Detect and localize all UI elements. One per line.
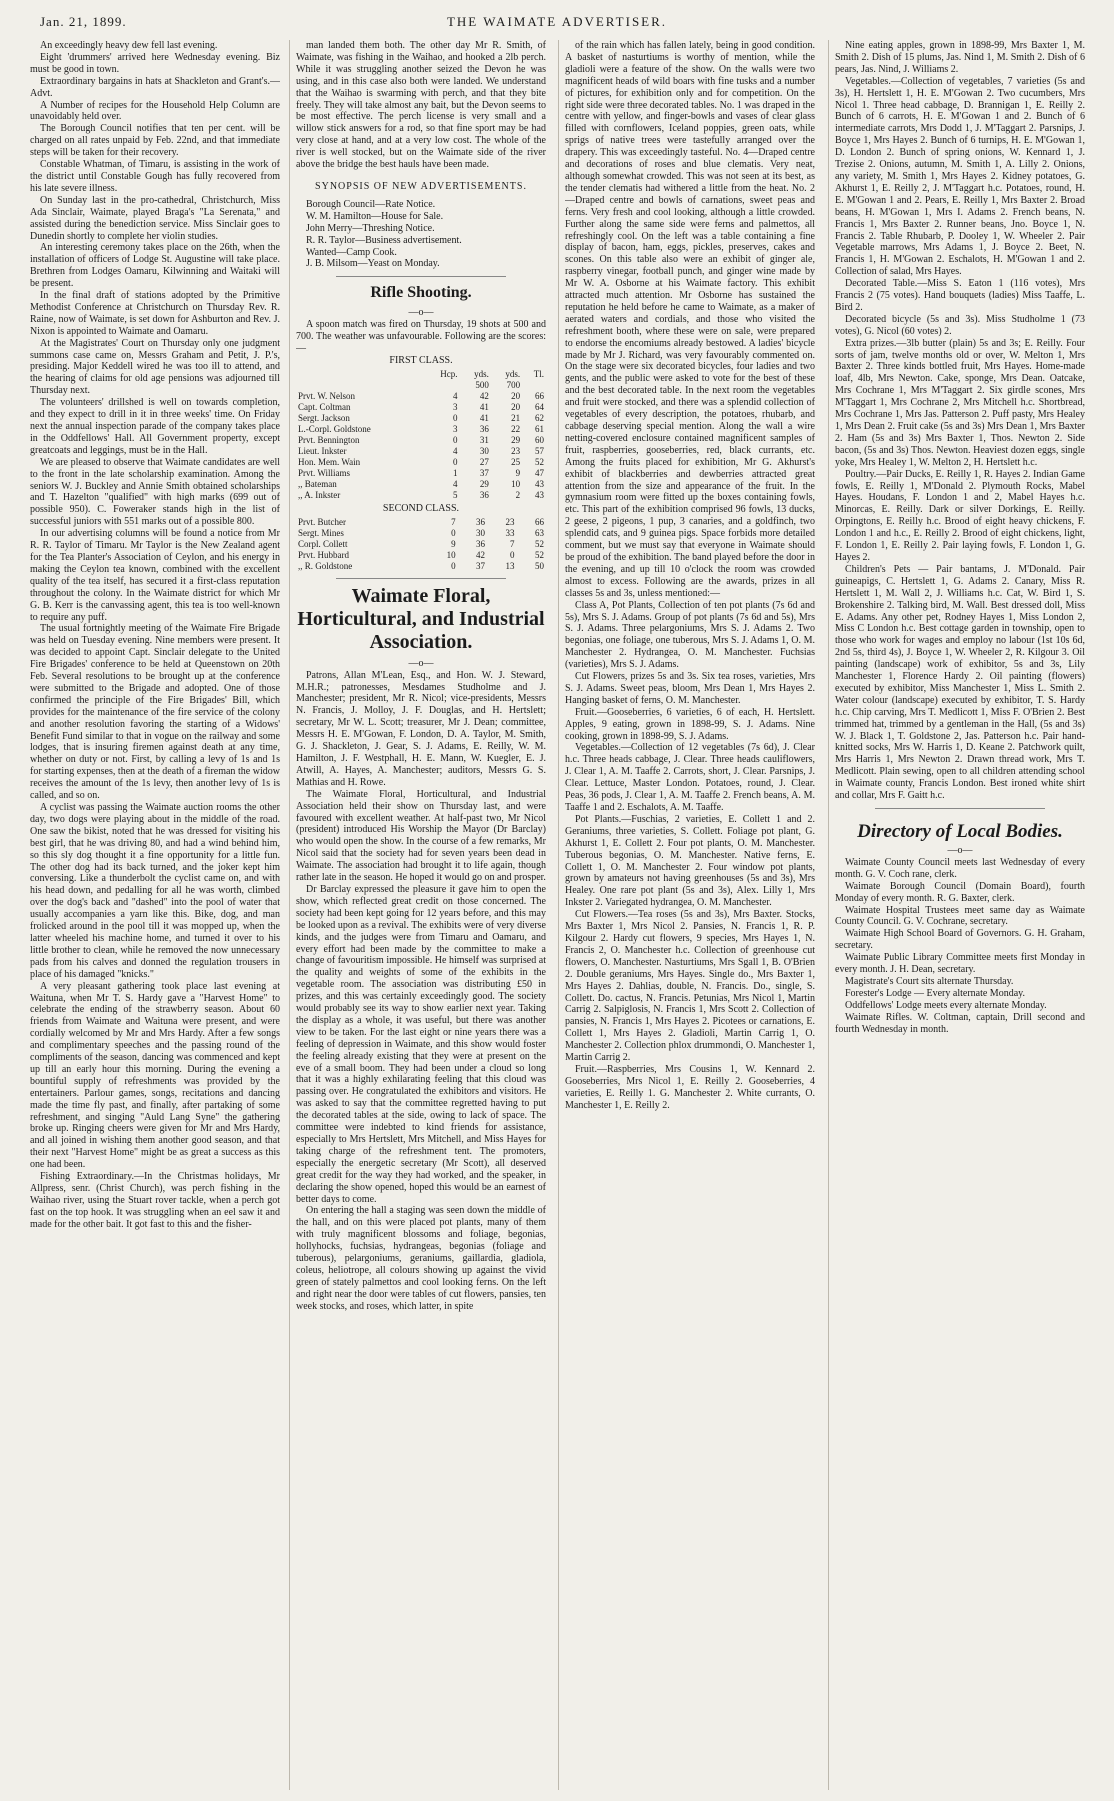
news-paragraph: Fishing Extraordinary.—In the Christmas holidays, Mr Allpress, senr. (Christ Church), was perch fishing in the Waihao river, using the Stuart rover tackle, when a perch got fast on the top hook. It was struggling when an eel saw it and made for the other bait. It got fast to this and the fisher-	[30, 1171, 280, 1230]
score-cell: 4	[453, 445, 458, 456]
shooter-name: Sergt. Jackson	[298, 412, 350, 423]
score-cell: 20	[511, 390, 521, 401]
table-header-row	[296, 369, 546, 380]
show-report	[296, 670, 546, 1313]
awards-paragraph: Pot Plants.—Fuschias, 2 varieties, E. Collett 1 and 2. Geraniums, three varieties, S. Collett. Foliage pot plant, G. Akhurst 1, E. Collett 2. Four pot plants, O. M. Manchester. Tuberous begonias, O. M. Manchester. Native ferns, E. Collett 1, O. M. Manchester 2. Four window pot plants, grown by amateurs not having greenhouses (5s and 3s), Mrs Healey. One rare pot plant (5s and 3s), Alex. Lilly 1, Mrs Inkster 2. Variegated hydrangea, O. M. Manchester.	[565, 813, 815, 909]
score-row	[296, 402, 546, 413]
score-row	[296, 517, 546, 528]
score-row	[296, 479, 546, 490]
score-cell: 36	[479, 489, 489, 500]
score-row	[296, 413, 546, 424]
awards-paragraph: of the rain which has fallen lately, being in good condition. A basket of nasturtiums is worthy of mention, while the gladioli were a feature of the show. On the walls were two magnificent heads of wild boars with fine tusks and a number of pictures, for exhibition only and for competition. On the right side were three decorated tables. No. 1 was draped in the centre with yellow, and finger-bowls and vases of clear glass filled with cornflowers, Iceland poppies, green oats, while sprigs of native trees were tastefully arranged over the drapery. This was exceedingly tasteful. No. 4—Draped centre and decorations of roses and blue clematis. Very neat, although somewhat crowded. This was not seen at its best, as the tender clematis had withered a little from the heat. No. 2—Draped centre and bowls of carnations, sweet peas and ferns. Very fresh and cool looking, although a little crowded. Further along the same side were ferns and palmettos, all refreshingly cool. On the left was a table containing a fine display of bacon, ham, eggs, pickles, preserves, cakes and scones. On this table also were an exhibit of ginger ale, raspberry vinegar, football punch, and ginger wine made by Mr W. A. Osborne at his Waimate factory. This exhibit attracted much attention. Mr Osborne has sustained the reputation he held before he came to Waimate, as a maker of aerated waters and cordials, and those who visited the refreshment booth, where these were on sale, were prepared to endorse the encomiums already bestowed. A ladies' bicycle made by Mr J. Richard, was very favourably commented on. On the stage were six decorated bicycles, four ladies and two gents, and the public were asked to vote for the best of these and the best decorated table. In the next room the vegetables and fruit were stocked, and there was a splendid collection of vegetables of every description, the potatoes, rhubarb, and cabbage deserving special mention. Along the wall a wire netting-covered enclosure contained magnificent samples of fruit, raspberries, gooseberries, red, black currants, etc. Among the fruits placed for exhibition, Mr G. Akhurst's exhibit of blackberries and dewberries attracted great attention from the size and appearance of the fruit. In the gymnasium room were fitted up the boxes containing fowls, etc. This part of the exhibition comprised 96 fowls, 13 ducks, 2 geese, 2 pigeons, 1 pup, 3 canaries, and a goldfinch, two splendid cats, and 9 guinea pigs. Space forbids more detailed comment, but we must say that everyone in Waimate should be proud of the exhibition. The band played before the door in the evening, and up till 10 o'clock the room was crowded almost to excess. Following are the awards, prizes in all classes 5s and 3s, unless mentioned:—	[565, 40, 815, 599]
column-divider	[289, 40, 290, 1790]
column-divider	[828, 40, 829, 1790]
score-cell: 57	[535, 445, 544, 456]
directory-divider: —o—	[947, 845, 973, 856]
score-cell: 61	[535, 423, 544, 434]
score-cell: 47	[535, 467, 544, 478]
column-three	[565, 40, 815, 1790]
synopsis-item: Borough Council—Rate Notice.	[306, 198, 436, 210]
score-cell: 7	[510, 538, 515, 549]
score-cell: 23	[511, 445, 521, 456]
score-cell: 0	[451, 560, 456, 571]
second-class-table	[296, 517, 546, 572]
column-subheader	[522, 380, 546, 391]
shooter-name: ,, A. Inkster	[298, 489, 341, 500]
directory-entry: Waimate Borough Council (Domain Board), fourth Monday of every month. R. G. Baxter, clerk.	[835, 880, 1085, 904]
show-paragraph: Patrons, Allan M'Lean, Esq., and Hon. W. J. Steward, M.H.R.; patronesses, Mesdames Studholme and J. Manchester; president, Mr R. Nicol; vice-presidents, Messrs N. Francis, J. Molloy, J. F. Douglas, and H. Hertslett; secretary, Mr W. L. Scott; treasurer, Mr J. Dean; committee, Messrs H. E. M'Gowan, F. London, D. A. Taylor, M. Smith, G. J. Shackleton, J. Gear, S. J. Adams, E. Reilly, W. M. Hamilton, J. F. Westphall, H. E. Mann, W. Kuegler, E. J. Atwill, A. Hayes, A. Manchester; auditors, Messrs G. S. Mathias and H. Rowe.	[296, 669, 546, 788]
news-paragraph: The usual fortnightly meeting of the Waimate Fire Brigade was held on Tuesday evening. Nine members were present. It was decided to appoint Capt. Sinclair delegate to the United Fire Brigades' conference to be held at Queenstown on 20th Feb. Several resolutions to be brought up at the conference were submitted to the Brigade and adopted. One of those confirmed the principle of the Fire Brigades' Bill, which provides for the maintenance of the fire service of the colony and another resolution favoring the starting of a Widows' Benefit Fund similar to that in vogue on the railway and some lodges, that is insuring firemen against death at any time, whether on duty or not. First, by calling a levy of 1s and 1s for starting expenses, then at the death of a fireman the widow receives the amount of the 1s levy, then another levy of 1s is called, and so on.	[30, 623, 280, 802]
score-cell: 43	[535, 478, 544, 489]
awards-paragraph: Fruit.—Raspberries, Mrs Cousins 1, W. Kennard 2. Gooseberries, Mrs Nicol 1, E. Reilly 2. Gooseberries, 4 varieties, E. Reilly 1. G. Manchester 2. White currants, O. Manchester 1, E. Reilly 2.	[565, 1063, 815, 1111]
score-cell: 4	[453, 390, 458, 401]
score-cell: 9	[451, 538, 456, 549]
score-cell: 3	[453, 423, 458, 434]
news-paragraph: A cyclist was passing the Waimate auction rooms the other day, two dogs were playing about in the middle of the road. One saw the bikist, noted that he was dressed for visiting his best girl, that he was driving 80, and had a wind behind him, so this sly dog thought it a fine opportunity for a little fun. The other dog had its back turned, and the joker kept him conversing. Like a thunderbolt the cyclist came on, and with his head down, and pedalling for all he was worth, climbed over the dog's back and "dashed" into the pool of water that usually accompanies a yarn like this. Bike, dog, and man frolicked around in the pool till it was mopped up, when the latter wheeled his machine home, and turned it over to his little brother to clean, while he removed the now unnecessary pads from his calves and donned the regulation trousers in place of his damaged "knicks."	[30, 802, 280, 980]
score-cell: 1	[453, 467, 458, 478]
score-cell: 3	[453, 401, 458, 412]
first-class-heading: FIRST CLASS.	[389, 354, 453, 366]
score-cell: 2	[515, 489, 521, 500]
news-paragraph: Eight 'drummers' arrived here Wednesday evening. Biz must be good in town.	[30, 51, 280, 75]
column-divider	[558, 40, 559, 1790]
column-header: Tl.	[533, 368, 544, 379]
news-paragraph: At the Magistrates' Court on Thursday only one judgment summons case came on, Messrs Graham and Petit, J. P.'s, presiding. Major Keddell wired he was too ill to attend, and the hearing of claims for old age pensions was adjourned till Thursday next.	[30, 337, 280, 397]
show-divider: —o—	[408, 657, 434, 669]
local-news-paragraphs	[30, 40, 280, 1231]
show-paragraph: On entering the hall a staging was seen down the middle of the hall, and on this were placed pot plants, many of them with truly magnificent blossoms and foliage, begonias, hollyhocks, fuchsias, hydrangeas, begonias (foliage and tuberous), pelargoniums, geraniums, gaillardia, gladiola, coleus, heliotrope, all colours showing up against the vivid green of stately palmettos and cool looking ferns. On the left and right near the door were tables of cut flowers, pansies, ten week stocks, and roses, which latter, in spite	[296, 1205, 546, 1312]
score-cell: 0	[453, 412, 458, 423]
rifle-divider: —o—	[408, 307, 434, 319]
directory-entry: Magistrate's Court sits alternate Thursday.	[845, 975, 1014, 987]
score-cell: 7	[451, 516, 456, 527]
score-row	[296, 391, 546, 402]
news-paragraph: On Sunday last in the pro-cathedral, Christchurch, Miss Ada Sinclair, Waimate, played Braga's "La Serenata," and assisted during the benediction service. Miss Sinclair goes to Dunedin shortly to complete her violin studies.	[30, 194, 280, 242]
divider	[336, 578, 506, 579]
news-paragraph: An interesting ceremony takes place on the 26th, when the installation of officers of Lodge St. Augustine will take place. Brethren from Lodges Oamaru, Kilwinning and Waitaki will be present.	[30, 242, 280, 290]
newspaper-title: THE WAIMATE ADVERTISER.	[446, 14, 668, 29]
score-cell: 29	[511, 434, 521, 445]
fishing-continued: man landed them both. The other day Mr R. Smith, of Waimate, was fishing in the Waihao, and hooked a 2lb perch. While it was struggling another seized the Devon he was using, and in this case also both were landed. We understand that the Waihao is swarming with perch, and that they bite freely. They will take almost any bait, but the Devon seems to be most effective. The perch license is very small and a willow stick answers for a rod, so that fine sport may be had very close at hand, and at a very low cost. The whole of the river is well stocked, but on the Waimate side of the river above the bridge the best hauls have been made.	[296, 40, 546, 171]
directory-entry: Oddfellows' Lodge meets every alternate Monday.	[845, 999, 1047, 1011]
awards-paragraph: Decorated bicycle (5s and 3s). Miss Studholme 1 (73 votes), G. Nicol (60 votes) 2.	[835, 313, 1085, 337]
score-cell: 22	[511, 423, 521, 434]
column-header: yds.	[505, 368, 521, 379]
column-four	[835, 40, 1085, 1790]
shooter-name: Hon. Mem. Wain	[298, 456, 361, 467]
table-subheader-row	[296, 380, 546, 391]
news-paragraph: Constable Whatman, of Timaru, is assisting in the work of the district until Constable Gough has fully recovered from his late severe illness.	[30, 159, 280, 194]
column-local-news	[30, 40, 280, 1790]
synopsis-item: John Merry—Threshing Notice.	[306, 222, 435, 234]
score-cell: 41	[479, 412, 489, 423]
divider	[875, 808, 1045, 809]
score-row	[296, 539, 546, 550]
awards-paragraph: Poultry.—Pair Ducks, E. Reilly 1, R. Hayes 2. Indian Game fowls, E. Reilly 1, M'Donald 2. Plymouth Rocks, Mabel Hayes. Houdans, F. London 1 and 2, Mabel Hayes h.c. Minorcas, E. Reilly. Dark or silver Dorkings, E. Reilly. Orpingtons, E. Reilly h.c. Brood of eight heavy chickens, F. London 1 and h.c., E. Reilly 2. Brood of eight chickens, light, F. London 1, E. Reilly 2. Pair laying fowls, F. London 1, G. Hayes 2.	[835, 468, 1085, 563]
synopsis-heading: SYNOPSIS OF NEW ADVERTISEMENTS.	[315, 180, 527, 192]
score-row	[296, 457, 546, 468]
masthead	[40, 14, 1074, 36]
column-header: Hcp.	[440, 368, 458, 379]
score-cell: 42	[476, 549, 486, 560]
directory-entry: Waimate Rifles. W. Coltman, captain, Drill second and fourth Wednesday in month.	[835, 1011, 1085, 1035]
rifle-heading: Rifle Shooting.	[370, 284, 472, 302]
score-cell: 9	[515, 467, 521, 478]
score-cell: 63	[535, 527, 544, 538]
awards-paragraph: Vegetables.—Collection of 12 vegetables (7s 6d), J. Clear h.c. Three heads cabbage, J. Clear. Three heads cauliflowers, J. Clear 1, A. M. Taaffe 2. Carrots, short, J. Clear. Parsnips, J. Clear. Lettuce, Master London. Potatoes, round, J. Clear. Peas, 36 pods, J. Clear 1, A. M. Taaffe 2. French beans, A. M. Taaffe 1 and 2. Eschalots, A. M. Taaffe.	[565, 742, 815, 813]
score-cell: 66	[535, 516, 544, 527]
show-awards	[565, 40, 815, 1112]
score-row	[296, 550, 546, 561]
score-cell: 50	[535, 560, 544, 571]
shooter-name: Capt. Coltman	[298, 401, 351, 412]
score-cell: 41	[479, 401, 489, 412]
shooter-name: Prvt. Williams	[298, 467, 350, 478]
second-class-heading: SECOND CLASS.	[382, 502, 460, 514]
directory-entry: Waimate High School Board of Governors. G. H. Graham, secretary.	[835, 928, 1085, 952]
score-cell: 62	[535, 412, 544, 423]
score-cell: 43	[535, 489, 544, 500]
directory-entry: Waimate County Council meets last Wednesday of every month. G. V. Coch rane, clerk.	[835, 856, 1085, 880]
awards-paragraph: Cut Flowers.—Tea roses (5s and 3s), Mrs Baxter. Stocks, Mrs Baxter 1, Mrs Nicol 2. Pansies, N. Francis 1, R. P. Kilgour 2. Hardy cut flowers, 9 species, Mrs Hayes 1, N. Francis 2, O. Manchester h.c. Collection of greenhouse cut flowers, O. Manchester. Nasturtiums, Mrs Sgall 1, B. O'Brien 2. Double geraniums, Mrs Hayes. Single do., Mrs Baxter 1, Mrs Hayes 2. Dahlias, double, N. Francis. Do., single, S. Collett. Do. cactus, N. Francis. Petunias, Mrs Nicol 1, Martin Carrig 2. Salpiglosis, N. Francis 1, Mrs Scott 2. Collection of pansies, N. Francis 1, Mrs Hayes 2. Picotees or carnations, E. Collett 1, Mrs Hayes 2. Gladioli, Martin Carrig 1, O. Manchester 2. Collection phlox drummondi, O. Manchester 1, Martin Carrig 2.	[565, 909, 815, 1064]
score-cell: 36	[476, 538, 486, 549]
column-subheader: 700	[506, 379, 521, 390]
synopsis-item: W. M. Hamilton—House for Sale.	[306, 210, 444, 222]
score-cell: 0	[510, 549, 515, 560]
news-paragraph: Extraordinary bargains in hats at Shackleton and Grant's.—Advt.	[30, 75, 280, 99]
shooter-name: ,, R. Goldstone	[298, 560, 353, 571]
shooter-name: Prvt. Bennington	[298, 434, 360, 445]
shooter-name: Prvt. Hubbard	[298, 549, 349, 560]
score-cell: 13	[505, 560, 515, 571]
first-class-table	[296, 369, 546, 501]
directory-entry: Waimate Hospital Trustees meet same day as Waimate County Council. G. V. Cochrane, secretary.	[835, 904, 1085, 928]
awards-paragraph: Cut Flowers, prizes 5s and 3s. Six tea roses, varieties, Mrs S. J. Adams. Sweet peas, bloom, Mrs Dean 1, Mrs Hayes 2. Hanging basket of ferns, O. M. Manchester.	[565, 671, 815, 706]
awards-paragraph: Decorated Table.—Miss S. Eaton 1 (116 votes), Mrs Francis 2 (75 votes). Hand bouquets (ladies) Miss Taaffe, L. Bird 2.	[835, 278, 1085, 313]
news-paragraph: In the final draft of stations adopted by the Primitive Methodist Conference at Christchurch on Thursday Rev. R. Raine, now of Waimate, is set down for Ashburton and Rev. J. Nixon is appointed to Waimate and Oamaru.	[30, 290, 280, 337]
article-columns	[30, 40, 1090, 1790]
show-heading: Waimate Floral, Horticultural, and Industrial Association.	[297, 584, 545, 653]
shooter-name: Prvt. Butcher	[298, 516, 346, 527]
show-awards-continued	[835, 40, 1085, 802]
score-cell: 0	[453, 434, 458, 445]
column-header: yds.	[474, 368, 489, 379]
news-paragraph: A very pleasant gathering took place last evening at Waituna, when Mr T. S. Hardy gave a "Harvest Home" to celebrate the ending of the strawberry season. About 60 friends from Waimate and Waituna were present, and were cordially welcomed by Mr and Mrs Hardy. After a few songs and complimentary speeches and the passing round of the compliments of the season, dancing was commenced and kept up till an early hour this morning. During the evening a bountiful supply of refreshments was provided by the entertainers. Parlour games, songs, recitations and dancing made the time fly past, and finally, after partaking of some refreshment, and singing "Auld Lang Syne" the gathering broke up. Ringing cheers were given for Mr and Mrs Hardy, and all joined in wishing them another good season, and that their next "Harvest Home" might be as great a success as this one had been.	[30, 980, 280, 1171]
score-cell: 0	[453, 456, 458, 467]
column-subheader: 500	[475, 379, 489, 390]
score-cell: 37	[476, 560, 486, 571]
show-paragraph: Dr Barclay expressed the pleasure it gave him to open the show, which reflected great credit on those concerned. The society had been kept going for 12 years before, and this may be looked upon as a revival. The exhibits were of very diverse kinds, and the judges were from Timaru and Oamaru, and every effort had been made by the committee to make a change of favouritism impossible. He himself was surprised at the quality and weights of some of the exhibits in the vegetable room. The association was distributing £50 in prizes, and this was certainly exceedingly good. The society would probably see its way to show earlier next year. Taking the display as a whole, it was useful, but there was another view to be taken. For the last eight or nine years there was a feeling of depression in Waimate, and this show would foster the feeling already existing that they were at present on the eve of a small boom. They had been under a cloud so long that it was a highly exhilarating feeling that this cloud was passing over. He congratulated the exhibitors and visitors. He was asked to say that the committee regretted having to put the decorated tables at the side, owing to lack of space. The committee were indebted to kind friends for assistance, especially to Mrs Hertslett, Mrs Mitchell, and Miss Hayes for taking charge of the refreshment tent. The promoters, especially the energetic secretary (Mr Scott), all deserved great credit for the way they had worked, and the speaker, in declaring the show opened, hoped this would be an earnest of better days to come.	[296, 883, 546, 1205]
score-cell: 33	[505, 527, 515, 538]
news-paragraph: The volunteers' drillshed is well on towards completion, and they expect to drill in it in three weeks' time. On Friday next the annual inspection parade of the company takes place in the Oddfellows' Hall. All Government property, except greatcoats and leggings, must be in the Hall.	[30, 397, 280, 456]
score-cell: 60	[535, 434, 544, 445]
awards-paragraph: Nine eating apples, grown in 1898-99, Mrs Baxter 1, M. Smith 2. Dish of 15 plums, Jas. Nind 1, M. Smith 2. Dish of 6 pears, Jas. Nind, J. Williams 2.	[835, 40, 1085, 75]
shooter-name: Lieut. Inkster	[298, 445, 347, 456]
show-paragraph: The Waimate Floral, Horticultural, and Industrial Association held their show on Thursday last, and were favoured with excellent weather. At half-past two, Mr Nicol (president) introduced His Worship the Mayor (Dr Barclay) who would open the show. In the course of a few remarks, Mr Nicol said that the society had for seven years been dead in Waimate. The association had brought it to life again, though rather late in the season. He hoped it would go on and prosper.	[296, 788, 546, 884]
awards-paragraph: Fruit.—Gooseberries, 6 varieties, 6 of each, H. Hertslett. Apples, 9 eating, grown in 1898-99, S. J. Adams. Nine cooking, grown in 1898-99, S. J. Adams.	[565, 706, 815, 742]
score-cell: 4	[453, 478, 458, 489]
score-cell: 20	[511, 401, 521, 412]
awards-paragraph: Children's Pets — Pair bantams, J. M'Donald. Pair guineapigs, C. Hertslett 1, G. Adams 2. Canary, Miss R. Hertslett 1, M. Wall 2, J. Williams h.c. Cat, W. Bird 1, S. Brokenshire 2. Talking bird, M. Wall. Best dressed doll, Miss E. Adams. Any other pet, Rodney Hayes 1, Miss London 2, Miss C London h.c. Best cottage garden in township, open to those who work for wages and employ no labour (1st 10s 6d, 2nd 5s, third 4s), J. Boyce 1, W. Wheeler 2, R. Kilgour 3. Oil painting (landscape) work of exhibitor, 5s and 3s, Lily Manchester 1, Florence Hardy 2. Oil painting (flowers) executed by exhibitor, Miss Manchester 1, Miss L. Smith 2. Water colour (landscape) executed by exhibitor, T. S. Hardy h.c. Chip carving, Mrs T. Medlicott 1, Miss F. O'Brien 2. Best trimmed hat, trimmed by a gentleman in the Hall, (5s and 3s) W. J. Black 1, T. Goldstone 2, Jas. Patterson h.c. Pair hand-knitted socks, Mrs W. Harris 1, D. Keane 2. Patchwork quilt, Mrs Harris 1, Mrs Newton 2. Drawn thread work, Mrs T. Medlicott. Plain sewing, open to all children attending school in Waimate county, Francis London. Best ironed white shirt and collar, Mrs F. Gaitt h.c.	[835, 563, 1085, 802]
score-cell: 23	[505, 516, 515, 527]
score-cell: 29	[479, 478, 489, 489]
score-cell: 0	[451, 527, 456, 538]
shooter-name: Prvt. W. Nelson	[298, 390, 356, 401]
score-cell: 5	[453, 489, 458, 500]
score-cell: 10	[446, 549, 456, 560]
score-cell: 64	[535, 401, 544, 412]
news-paragraph: An exceedingly heavy dew fell last evening.	[40, 40, 218, 51]
score-cell: 30	[476, 527, 486, 538]
score-row	[296, 435, 546, 446]
directory-entry: Waimate Public Library Committee meets first Monday in every month. J. H. Dean, secretary.	[835, 952, 1085, 976]
score-cell: 37	[479, 467, 489, 478]
shooter-name: Corpl. Collett	[298, 538, 348, 549]
column-subheader	[424, 380, 459, 391]
score-cell: 27	[479, 456, 489, 467]
score-cell: 52	[535, 456, 544, 467]
score-cell: 52	[535, 538, 544, 549]
news-paragraph: The Borough Council notifies that ten per cent. will be charged on all rates unpaid by Feb. 22nd, and that immediate steps will be taken for their recovery.	[30, 123, 280, 159]
synopsis-item: Wanted—Camp Cook.	[306, 246, 397, 258]
news-paragraph: We are pleased to observe that Waimate candidates are well to the front in the late scholarship examination. Among the seniors W. J. Buckley and Annie Smith obtained scholarships and T. Hazelton "qualified" with high marks (699 out of possible 950). C. Foweraker stands high in the list of successful juniors with 551 marks out of a possible 800.	[30, 456, 280, 528]
score-cell: 25	[511, 456, 521, 467]
score-row	[296, 424, 546, 435]
directory-entry: Forester's Lodge — Every alternate Monday.	[845, 987, 1025, 999]
shooter-name: L.-Corpl. Goldstone	[298, 423, 371, 434]
rifle-intro: A spoon match was fired on Thursday, 19 shots at 500 and 700. The weather was unfavourable. Following are the scores:—	[296, 319, 546, 355]
score-cell: 36	[479, 423, 489, 434]
synopsis-item: R. R. Taylor—Business advertisement.	[306, 234, 462, 246]
score-row	[296, 446, 546, 457]
directory-heading: Directory of Local Bodies.	[857, 821, 1063, 842]
synopsis-list	[296, 199, 546, 270]
score-cell: 10	[511, 478, 521, 489]
column-two	[296, 40, 546, 1790]
score-cell: 66	[535, 390, 544, 401]
score-cell: 42	[479, 390, 489, 401]
score-row	[296, 490, 546, 501]
score-cell: 52	[535, 549, 544, 560]
awards-paragraph: Vegetables.—Collection of vegetables, 7 varieties (5s and 3s), H. Hertslett 1, H. E. M'Gowan 2. Two cucumbers, Mrs Nicol 1. Three head cabbage, D. Brannigan 1, E. Reilly 2. Bunch of 6 carrots, H. E. M'Gowan 1 and 2. Bunch of 6 intermediate carrots, Mrs Dodd 1, J. M'Taggart 2. Parsnips, J. Boyce 1, Mrs Hayes 2. Bunch of 6 turnips, H. E. M'Gowan 1, D. London 2. Bunch of spring onions, W. Kennard 1, J. Trezise 2. Onions, autumn, M. Smith 1, A. Lilly 2. Onions, any variety, M. Smith 1, Mrs Hayes 2. Kidney potatoes, G. Akhurst 1, E. Reilly 2, J. M'Taggart h.c. Potatoes, round, H. E. M'Gowan 1 and 2. Pears, E. Reilly 1, Mrs Baxter 2. Broad beans, H. M'Gowan 1, Mrs I. Adams 2. French beans, N. Francis 1, Mrs Baxter 2. Runner beans, Jno. Boyce 1, N. Francis 2. Table Rhubarb, P. Dooley 1, W. Wheeler 2. Pair Vegetable marrows, Mrs Adams 1, J. Boyce 2. Beet, N. Francis 1, H. M'Gowan 2. Eschalots, H. M'Gowan 1 and 2. Collection of salad, Mrs Hayes.	[835, 75, 1085, 278]
awards-paragraph: Extra prizes.—3lb butter (plain) 5s and 3s; E. Reilly. Four sorts of jam, twelve months old or over, W. Melton 1, Mrs Baxter 2. Three kinds bottled fruit, Mrs Hayes. Home-made loaf, 4lb, Mrs Newton. Cake, sponge, Mrs Dean. Oatcake, Mrs Cochrane 1, Mrs M'Taggart 2. Six girdle scones, Mrs M'Taggart 1, Mrs Cochrane 2, Mrs Mitchell h.c. Shortbread, Mrs Cochrane 1, Mrs Jas. Patterson 2. Puff pasty, Mrs Healey 1, Mrs Dean 2. Fruit cake (5s and 3s) Mrs Dean 1, Mrs Baxter 2. Ham (5s and 3s) Mrs Baxter 1, Thos. Newton 2. Side bacon, (5s and 3s) Thos. Newton. Heaviest dozen eggs, single yoke, Mrs Healey 1, W. Melton 2, H. Hertslett h.c.	[835, 337, 1085, 468]
score-cell: 36	[476, 516, 486, 527]
shooter-name: ,, Bateman	[298, 478, 337, 489]
news-paragraph: In our advertising columns will be found a notice from Mr R. R. Taylor of Timaru. Mr Taylor is the New Zealand agent for the Tea Planter's Association of Ceylon, and his energy in making the Ceylon tea known, combined with the excellent quality of the tea itself, has secured it a first-class reputation throughout the colony. In the Waimate district for which Mr G. B. Kerr is the canvassing agent, this tea is too well-known to require any puff.	[30, 528, 280, 623]
score-row	[296, 561, 546, 572]
score-cell: 31	[479, 434, 489, 445]
divider	[336, 276, 506, 277]
synopsis-item: J. B. Milsom—Yeast on Monday.	[306, 258, 440, 270]
news-paragraph: A Number of recipes for the Household Help Column are unavoidably held over.	[30, 99, 280, 123]
awards-paragraph: Class A, Pot Plants, Collection of ten pot plants (7s 6d and 5s), Mrs S. J. Adams. Group of pot plants (7s 6d and 5s), Mrs S. J. Adams. Three pelargoniums, Mrs S. J. Adams 2. Two begonias, one foliage, one tuberous, Mrs S. J. Adams 1, O. M. Manchester 2. Hydrangea, O. M. Manchester. Fuchsias (varieties), Mrs S. J. Adams.	[565, 599, 815, 671]
score-row	[296, 528, 546, 539]
issue-date: Jan. 21, 1899.	[40, 14, 127, 29]
score-cell: 21	[511, 412, 521, 423]
score-row	[296, 468, 546, 479]
directory-list	[835, 857, 1085, 1036]
shooter-name: Sergt. Mines	[298, 527, 344, 538]
score-cell: 30	[479, 445, 489, 456]
